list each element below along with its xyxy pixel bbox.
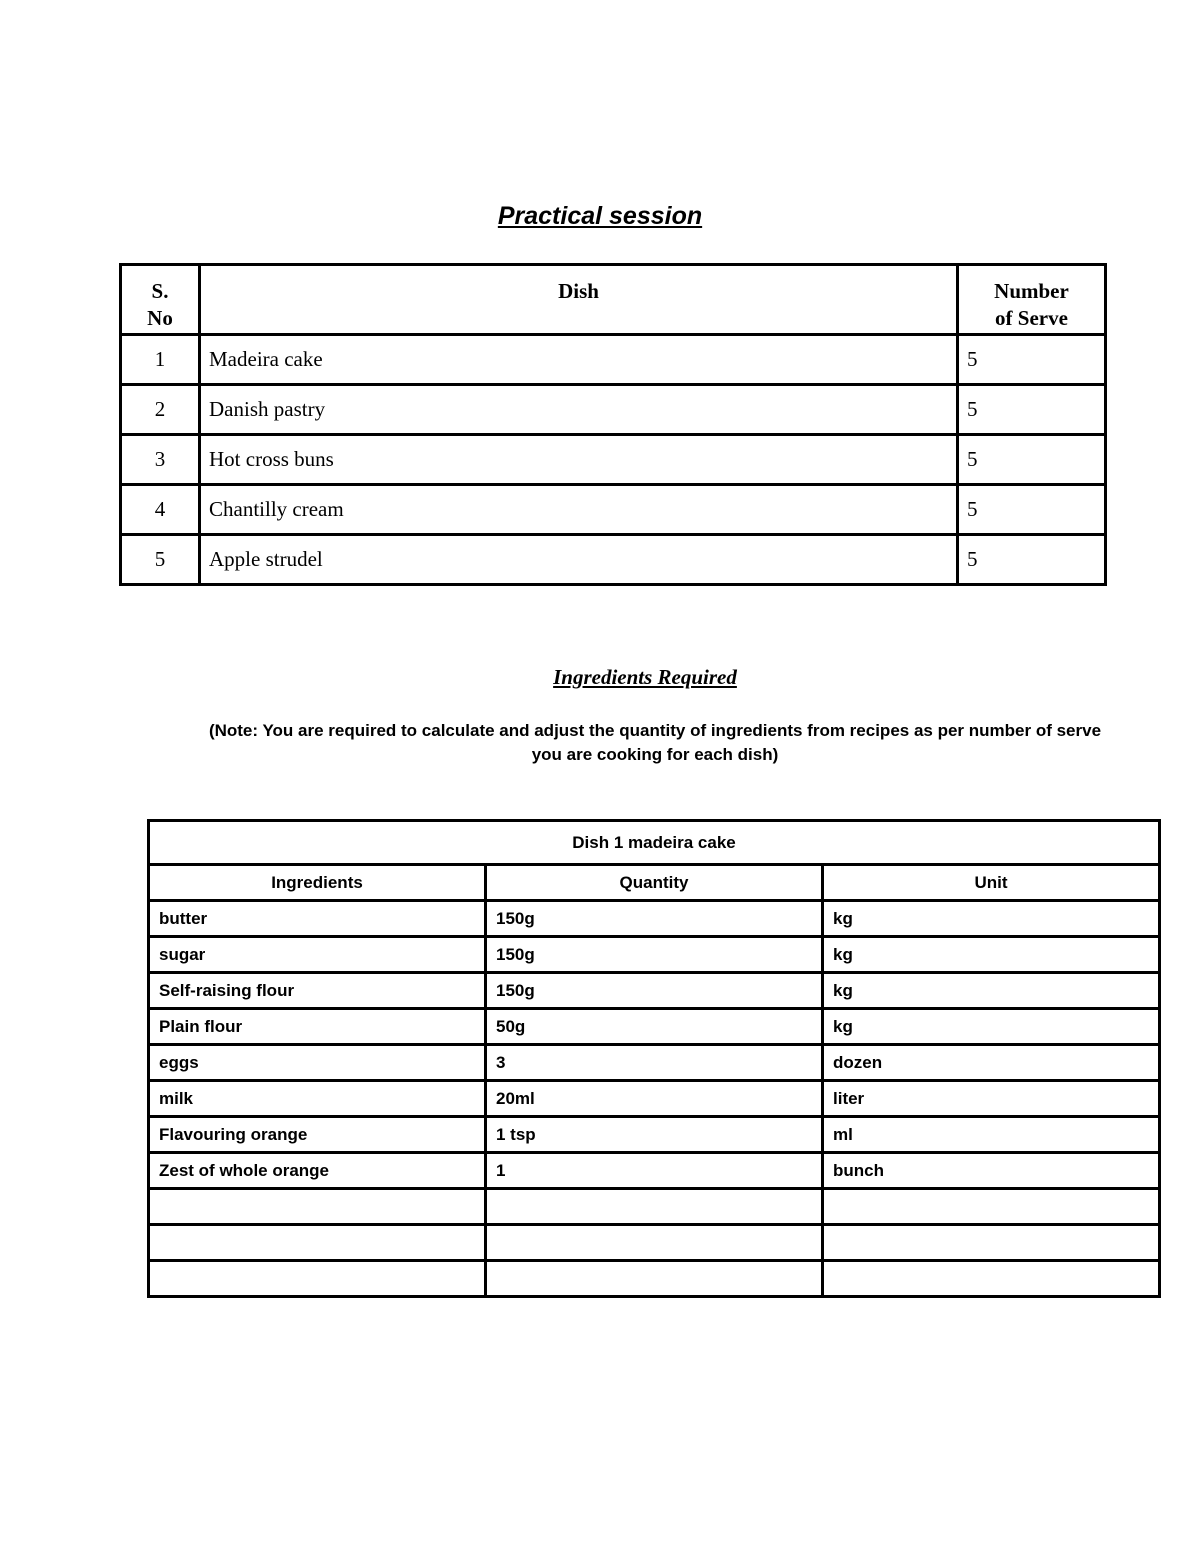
ingredient-quantity: 150g	[486, 901, 823, 937]
ingredient-unit: kg	[823, 937, 1160, 973]
ingredient-row-empty	[149, 1225, 1160, 1261]
ingredient-name: butter	[149, 901, 486, 937]
session-row	[121, 535, 1106, 585]
ingredient-quantity	[486, 1261, 823, 1297]
ingredient-name: Self-raising flour	[149, 973, 486, 1009]
sno-header-line2: No	[147, 306, 173, 330]
ingredient-name	[149, 1261, 486, 1297]
ingredient-row	[149, 1009, 1160, 1045]
unit-column-header: Unit	[823, 865, 1160, 901]
ingredient-unit: kg	[823, 901, 1160, 937]
ingredient-name: Plain flour	[149, 1009, 486, 1045]
session-row-serve: 5	[958, 435, 1106, 485]
ingredients-heading: Ingredients Required	[553, 665, 737, 689]
serve-header	[958, 265, 1106, 335]
serve-header-line2: of Serve	[995, 306, 1068, 330]
ingredients-note	[150, 719, 1160, 767]
dish-header: Dish	[200, 265, 958, 335]
ingredient-row	[149, 1045, 1160, 1081]
session-row-serve: 5	[958, 485, 1106, 535]
ingredient-name: milk	[149, 1081, 486, 1117]
ingredient-unit: bunch	[823, 1153, 1160, 1189]
ingredient-quantity: 150g	[486, 937, 823, 973]
ingredient-name: Flavouring orange	[149, 1117, 486, 1153]
note-line1: (Note: You are required to calculate and adjust the quantity of ingredients from recipes as per number of serve	[208, 721, 1102, 740]
note-line2: you are cooking for each dish)	[531, 745, 779, 764]
ingredient-row	[149, 1081, 1160, 1117]
ingredient-name	[149, 1189, 486, 1225]
session-row-sno: 1	[121, 335, 200, 385]
session-row-sno: 4	[121, 485, 200, 535]
ingredients-caption-row	[149, 821, 1160, 865]
ingredients-header-row	[149, 865, 1160, 901]
ingredient-row	[149, 973, 1160, 1009]
ingredient-row	[149, 937, 1160, 973]
ingredients-column-header: Ingredients	[149, 865, 486, 901]
ingredients-table	[147, 819, 1161, 1298]
ingredient-quantity: 20ml	[486, 1081, 823, 1117]
session-row-dish: Danish pastry	[200, 385, 958, 435]
session-row-dish: Madeira cake	[200, 335, 958, 385]
ingredient-quantity: 3	[486, 1045, 823, 1081]
serve-header-line1: Number	[994, 279, 1069, 303]
sno-header-line1: S.	[151, 279, 169, 303]
ingredient-unit: kg	[823, 1009, 1160, 1045]
ingredient-name: eggs	[149, 1045, 486, 1081]
ingredient-quantity: 150g	[486, 973, 823, 1009]
session-row	[121, 485, 1106, 535]
session-row	[121, 385, 1106, 435]
session-header-row	[121, 265, 1106, 335]
ingredient-name	[149, 1225, 486, 1261]
session-row-serve: 5	[958, 335, 1106, 385]
ingredient-quantity: 1	[486, 1153, 823, 1189]
ingredient-unit	[823, 1189, 1160, 1225]
session-row-sno: 2	[121, 385, 200, 435]
session-table	[119, 263, 1107, 586]
sno-header	[121, 265, 200, 335]
ingredient-quantity	[486, 1189, 823, 1225]
ingredient-name: Zest of whole orange	[149, 1153, 486, 1189]
ingredient-unit: dozen	[823, 1045, 1160, 1081]
ingredient-quantity: 50g	[486, 1009, 823, 1045]
ingredient-unit	[823, 1261, 1160, 1297]
ingredient-row-empty	[149, 1189, 1160, 1225]
ingredient-row	[149, 901, 1160, 937]
session-row-serve: 5	[958, 535, 1106, 585]
ingredient-row	[149, 1117, 1160, 1153]
ingredient-unit	[823, 1225, 1160, 1261]
session-row	[121, 335, 1106, 385]
ingredient-unit: ml	[823, 1117, 1160, 1153]
ingredient-quantity	[486, 1225, 823, 1261]
ingredient-unit: liter	[823, 1081, 1160, 1117]
page-title: Practical session	[497, 202, 703, 230]
session-row-dish: Hot cross buns	[200, 435, 958, 485]
session-row-sno: 3	[121, 435, 200, 485]
session-row	[121, 435, 1106, 485]
ingredient-row-empty	[149, 1261, 1160, 1297]
ingredient-name: sugar	[149, 937, 486, 973]
session-row-dish: Chantilly cream	[200, 485, 958, 535]
session-row-sno: 5	[121, 535, 200, 585]
quantity-column-header: Quantity	[486, 865, 823, 901]
session-row-dish: Apple strudel	[200, 535, 958, 585]
ingredients-table-caption: Dish 1 madeira cake	[149, 821, 1160, 865]
ingredient-quantity: 1 tsp	[486, 1117, 823, 1153]
session-row-serve: 5	[958, 385, 1106, 435]
ingredient-unit: kg	[823, 973, 1160, 1009]
ingredient-row	[149, 1153, 1160, 1189]
